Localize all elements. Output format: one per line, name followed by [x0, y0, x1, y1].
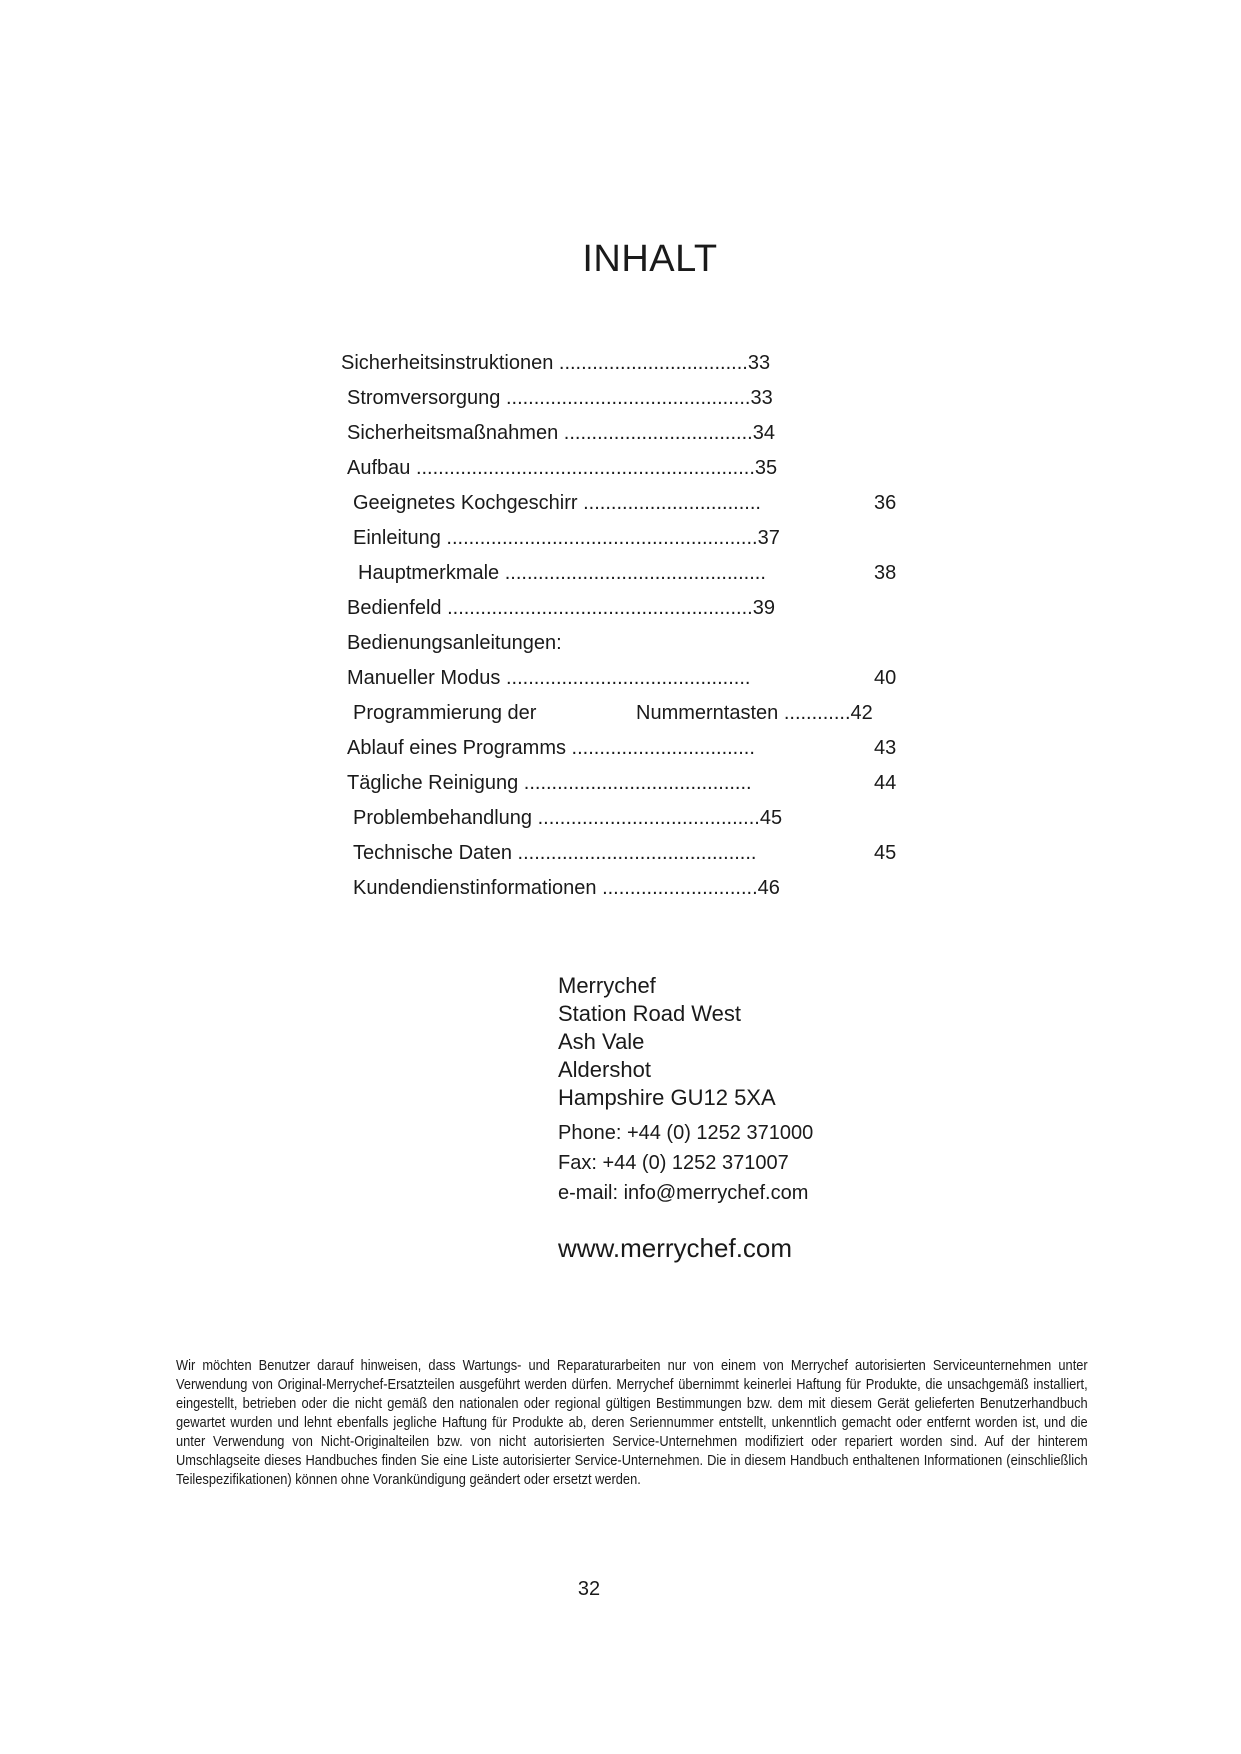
toc-entry-bedienungsanleitungen: Bedienungsanleitungen:: [347, 632, 562, 654]
toc-entry-geeignetes-kochgeschirr: Geeignetes Kochgeschirr ................................: [353, 492, 761, 514]
toc-entry-bedienfeld: Bedienfeld .......................................................39: [347, 597, 775, 619]
toc-page-geeignetes-kochgeschirr: 36: [874, 492, 897, 514]
address-line-county-postcode: Hampshire GU12 5XA: [558, 1085, 776, 1110]
toc-entry-problembehandlung: Problembehandlung ........................................45: [353, 807, 783, 829]
toc-entry-aufbau: Aufbau .............................................................35: [347, 457, 778, 479]
toc-entry-ablauf-eines-programms: Ablauf eines Programms .................................: [347, 737, 755, 759]
website-url: www.merrychef.com: [558, 1233, 793, 1263]
toc-entry-nummerntasten: Nummerntasten ............42: [636, 702, 873, 724]
contact-fax: Fax: +44 (0) 1252 371007: [558, 1152, 789, 1174]
toc-page-taegliche-reinigung: 44: [874, 772, 897, 794]
address-line-company: Merrychef: [558, 973, 656, 998]
page-number: 32: [577, 1578, 601, 1600]
contact-email: e-mail: info@merrychef.com: [558, 1182, 809, 1204]
toc-entry-sicherheitsmassnahmen: Sicherheitsmaßnahmen ..................................34: [347, 422, 775, 444]
toc-entry-sicherheitsinstruktionen: Sicherheitsinstruktionen ..................................33: [341, 352, 771, 374]
toc-page-hauptmerkmale: 38: [874, 562, 897, 584]
page-title: INHALT: [582, 238, 718, 280]
disclaimer-text: Wir möchten Benutzer darauf hinweisen, dass Wartungs- und Reparaturarbeiten nur von einem von Merrychef autorisierten Serviceunternehmen unter Verwendung von Original-Merrychef-Ersatzteilen ausgeführt werden dürfen. Merrychef übernimmt keinerlei Haftung für Produkte, die unsachgemäß installiert, eingestellt, betrieben oder die nicht gemäß den nationalen oder regional gültigen Bestimmungen bzw. dem mit diesem Gerät gelieferten Benutzerhandbuch gewartet wurden und lehnt ebenfalls jegliche Haftung für Produkte ab, deren Seriennummer entstellt, unkenntlich gemacht oder entfernt worden ist, und die unter Verwendung von Nicht-Originalteilen bzw. von nicht autorisierten Service-Unternehmen modifiziert oder repariert worden sind. Auf der hinterem Umschlagseite dieses Handbuches finden Sie eine Liste autorisierter Service-Unternehmen. Die in diesem Handbuch enthaltenen Informationen (einschließlich Teilespezifikationen) können ohne Vorankündigung geändert oder ersetzt werden.: [176, 1358, 1088, 1488]
toc-entry-hauptmerkmale: Hauptmerkmale ...............................................: [358, 562, 766, 584]
toc-entry-technische-daten: Technische Daten ...........................................: [353, 842, 757, 864]
toc-entry-manueller-modus: Manueller Modus ............................................: [347, 667, 751, 689]
toc-entry-taegliche-reinigung: Tägliche Reinigung .........................................: [347, 772, 752, 794]
toc-entry-kundendienstinformationen: Kundendienstinformationen ............................46: [353, 877, 780, 899]
toc-page-manueller-modus: 40: [874, 667, 897, 689]
toc-page-technische-daten: 45: [874, 842, 897, 864]
toc-page-ablauf-eines-programms: 43: [874, 737, 897, 759]
toc-entry-programmierung: Programmierung der: [353, 702, 537, 724]
toc-entry-einleitung: Einleitung ........................................................37: [353, 527, 780, 549]
address-line-district: Ash Vale: [558, 1029, 645, 1054]
address-line-town: Aldershot: [558, 1057, 651, 1082]
toc-entry-stromversorgung: Stromversorgung ............................................33: [347, 387, 773, 409]
contact-phone: Phone: +44 (0) 1252 371000: [558, 1122, 814, 1144]
address-line-street: Station Road West: [558, 1001, 742, 1026]
